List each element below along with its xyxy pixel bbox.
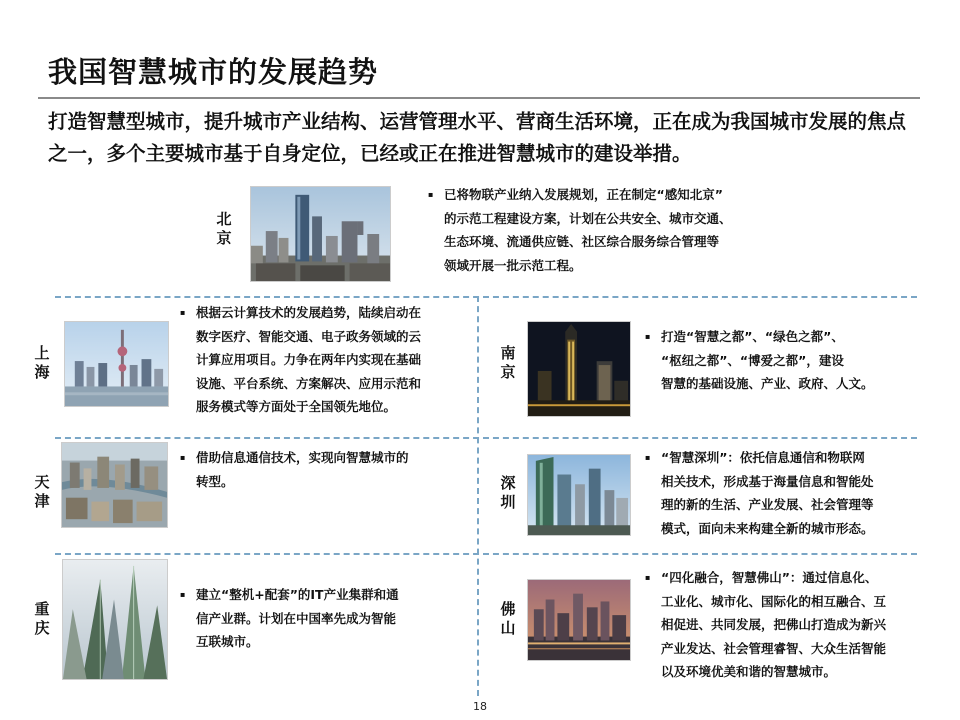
- divider-horizontal-2: [55, 437, 917, 439]
- bullet-icon: ▪: [180, 453, 186, 462]
- description-line: 设施、平台系统、方案解决、应用示范和: [196, 375, 422, 391]
- city-name-shanghai: 上海: [34, 344, 50, 381]
- shanghai-skyline-photo: [64, 321, 169, 407]
- description-shenzhen: [645, 446, 916, 540]
- description-line: 理的新的生活、产业发展、社会管理等: [661, 497, 874, 512]
- description-shanghai: [180, 301, 471, 419]
- page-subtitle: 打造智慧型城市，提升城市产业结构、运营管理水平、营商生活环境，正在成为我国城市发展的焦点之一，多个主要城市基于自身定位，已经或正在推进智慧城市的建设举措。: [48, 110, 907, 165]
- nanjing-night-photo: [527, 321, 631, 417]
- page-title: 我国智慧城市的发展趋势: [48, 55, 379, 89]
- description-line: 生态环境、流通供应链、社区综合服务综合管理等: [444, 234, 720, 249]
- title-divider: [38, 97, 920, 99]
- city-name-shenzhen: 深圳: [500, 474, 516, 511]
- description-line: “枢纽之都”、“博爱之都”，建设: [661, 352, 844, 368]
- description-beijing: [428, 183, 824, 277]
- city-name-chongqing: 重庆: [34, 600, 50, 637]
- city-name-tianjin: 天津: [34, 473, 50, 510]
- description-line: 以及环境优美和谐的智慧城市。: [661, 664, 837, 679]
- description-line: 打造“智慧之都”、“绿色之都”、: [661, 329, 844, 344]
- description-line: 借助信息通信技术，实现向智慧城市的: [196, 450, 409, 465]
- description-line: 相关技术，形成基于海量信息和智能处: [661, 473, 874, 489]
- description-nanjing: [645, 325, 911, 396]
- bullet-icon: ▪: [180, 590, 186, 599]
- city-name-beijing: 北京: [216, 210, 232, 247]
- description-line: “四化融合，智慧佛山”：通过信息化、: [661, 570, 878, 585]
- description-line: “智慧深圳”：依托信息通信和物联网: [661, 450, 865, 465]
- chongqing-skyscrapers-photo: [62, 559, 168, 680]
- description-line: 领域开展一批示范工程。: [444, 257, 582, 273]
- description-line: 信产业群。计划在中国率先成为智能: [196, 610, 397, 626]
- description-line: 已将物联产业纳入发展规划，正在制定“感知北京”: [444, 187, 723, 202]
- bullet-icon: ▪: [645, 453, 651, 462]
- description-line: 产业发达、社会管理睿智、大众生活智能: [661, 640, 887, 656]
- description-line: 工业化、城市化、国际化的相互融合、互: [661, 593, 887, 609]
- description-line: 计算应用项目。力争在两年内实现在基础: [196, 352, 422, 367]
- description-line: 互联城市。: [196, 634, 259, 649]
- city-name-foshan: 佛山: [500, 600, 516, 637]
- divider-horizontal-3: [55, 553, 917, 555]
- city-name-nanjing: 南京: [500, 344, 516, 381]
- divider-horizontal-1: [55, 296, 917, 298]
- description-line: 数字医疗、智能交通、电子政务领域的云: [196, 328, 422, 344]
- bullet-icon: ▪: [428, 190, 434, 199]
- description-line: 相促进、共同发展，把佛山打造成为新兴: [661, 617, 887, 632]
- description-line: 智慧的基础设施、产业、政府、人文。: [661, 376, 874, 391]
- bullet-icon: ▪: [645, 332, 651, 341]
- description-line: 建立“整机+配套”的IT产业集群和通: [196, 587, 399, 602]
- description-tianjin: [180, 446, 471, 493]
- divider-vertical: [477, 296, 479, 696]
- description-line: 服务模式等方面处于全国领先地位。: [196, 399, 397, 414]
- page-number: 18: [473, 700, 487, 713]
- foshan-city-photo: [527, 579, 631, 661]
- description-chongqing: [180, 583, 471, 654]
- description-line: 根据云计算技术的发展趋势，陆续启动在: [196, 305, 422, 320]
- shenzhen-towers-photo: [527, 454, 631, 536]
- beijing-skyline-photo: [250, 186, 391, 282]
- description-foshan: [645, 566, 926, 684]
- description-line: 转型。: [196, 473, 234, 489]
- bullet-icon: ▪: [645, 573, 651, 582]
- description-line: 的示范工程建设方案，计划在公共安全、城市交通、: [444, 210, 732, 226]
- bullet-icon: ▪: [180, 308, 186, 317]
- description-line: 模式，面向未来构建全新的城市形态。: [661, 520, 874, 536]
- tianjin-aerial-photo: [61, 442, 168, 528]
